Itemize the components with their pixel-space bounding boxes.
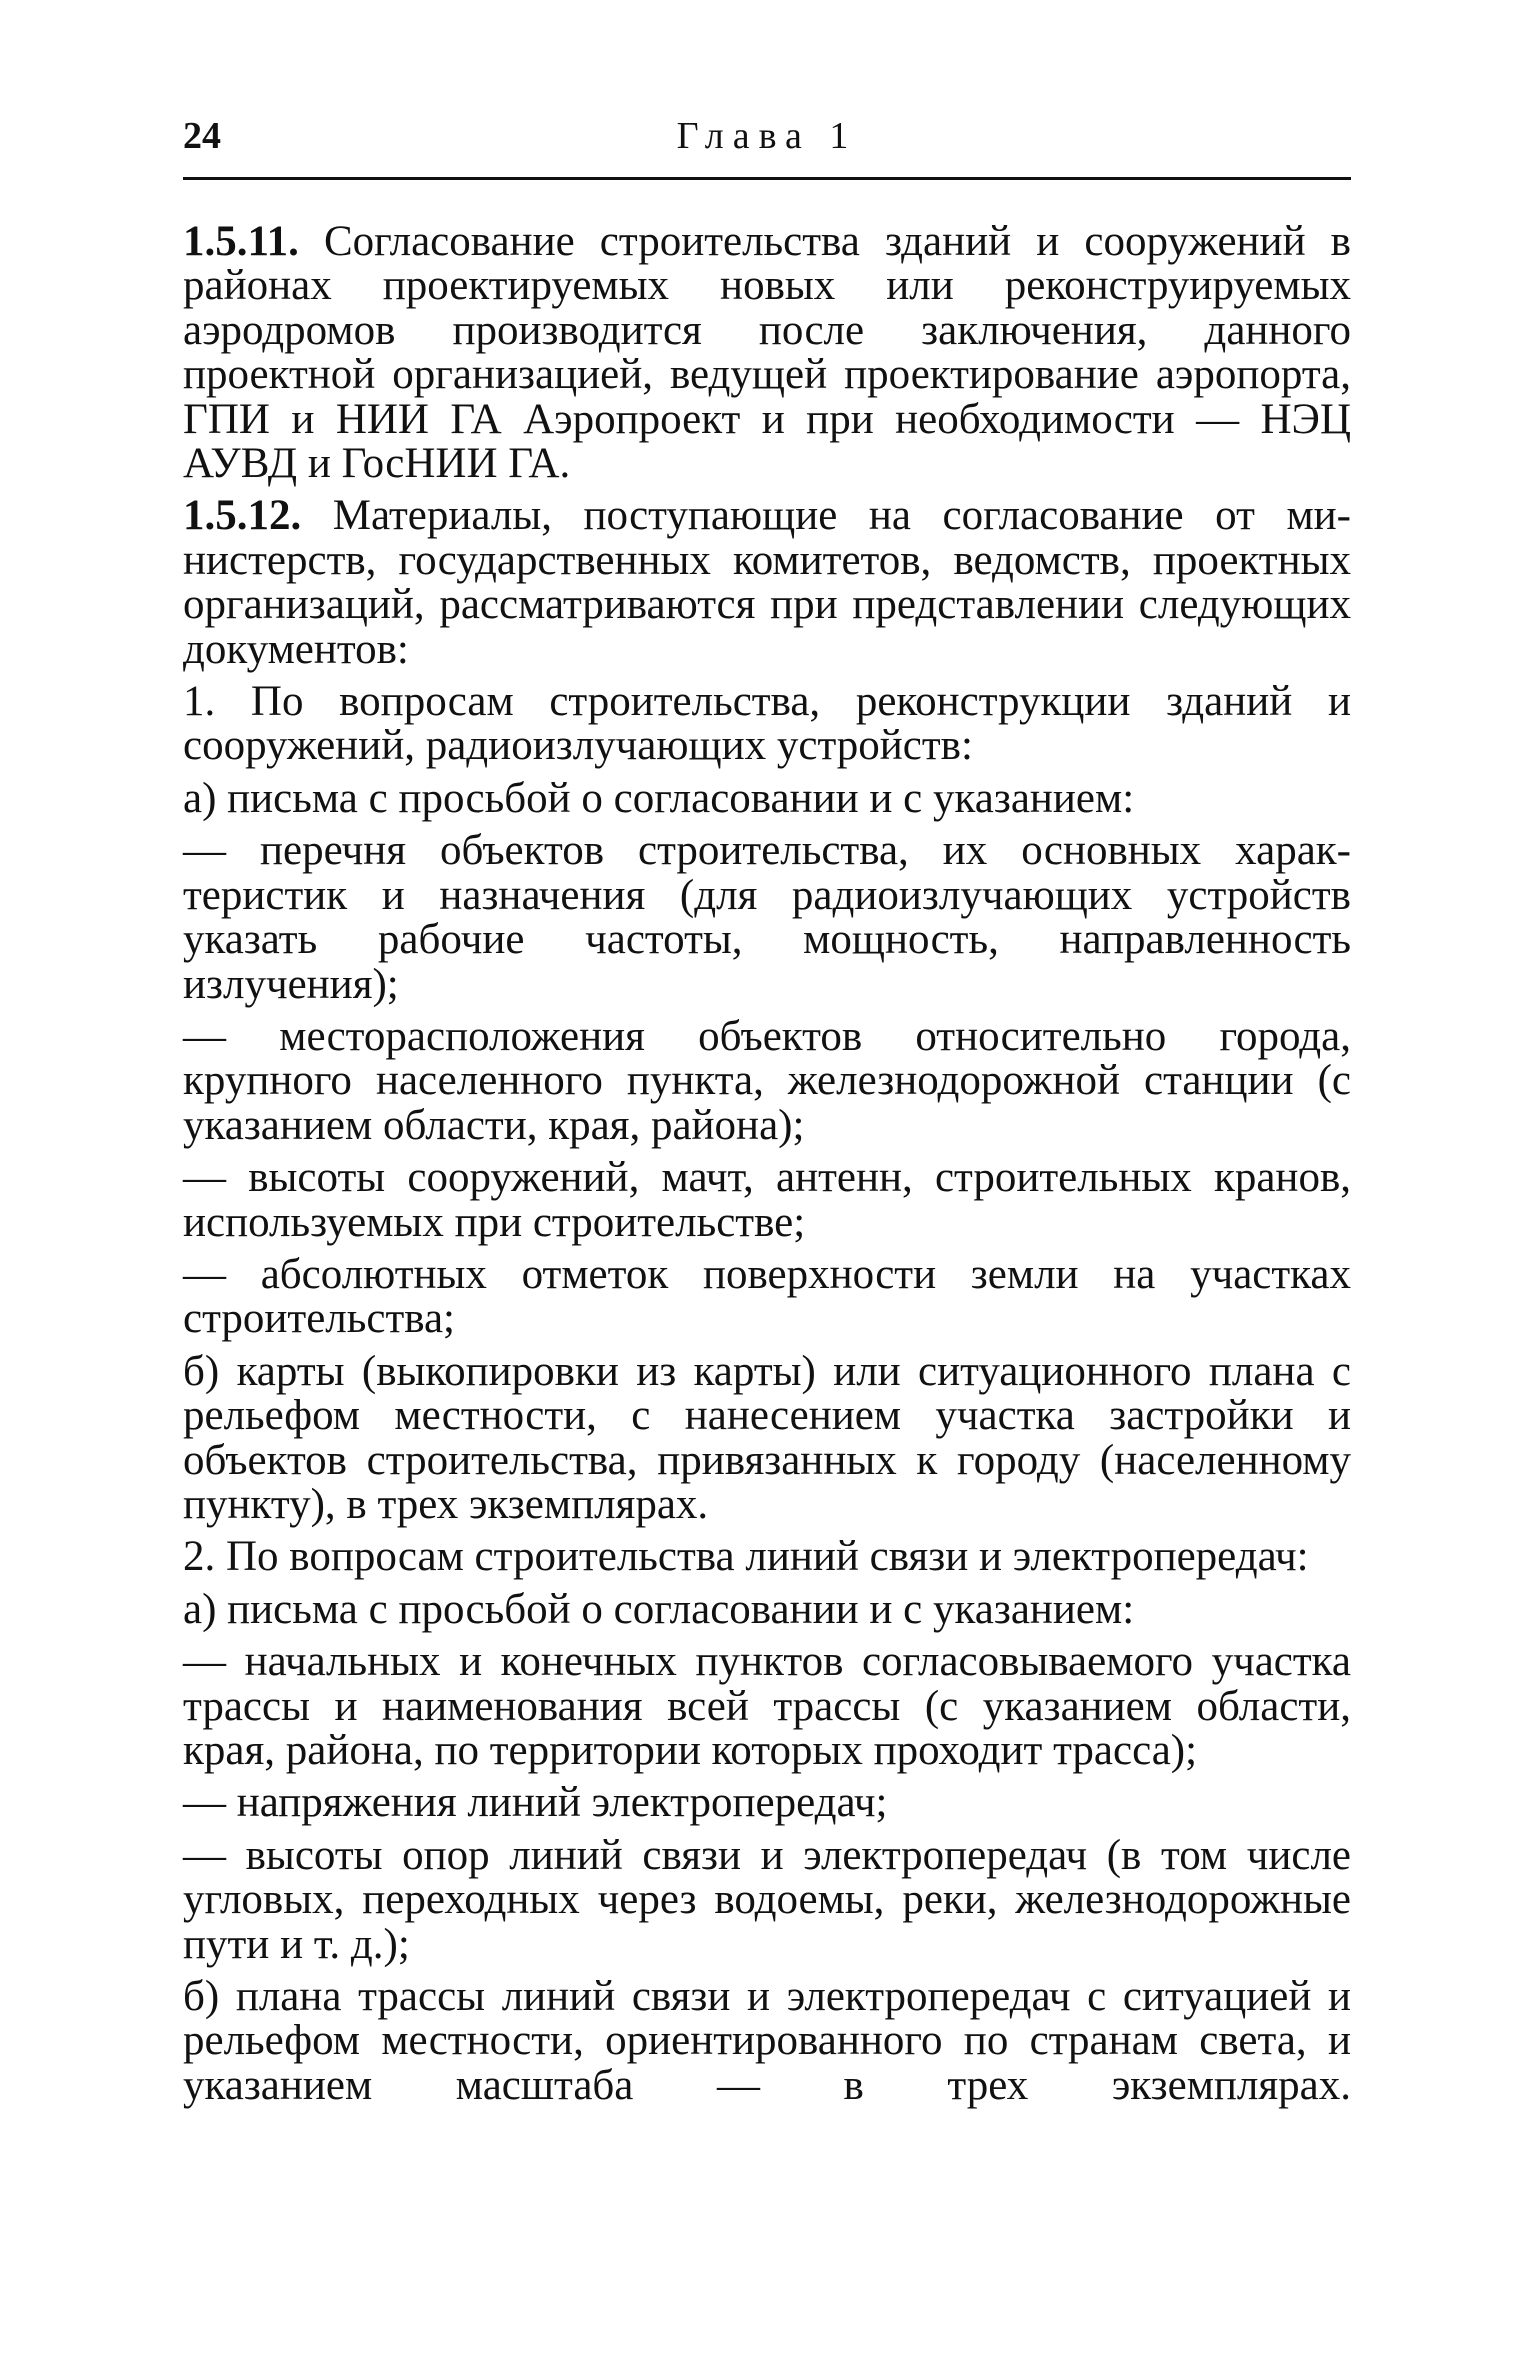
header-rule xyxy=(183,177,1351,180)
section-number: 1.5.11. xyxy=(183,218,299,265)
section-number: 1.5.12. xyxy=(183,492,302,540)
dash-item: — перечня объектов строительства, их основных характеристик и назначения (для радиоизлучающих устройств указать рабочие частоты, мощность, направленность излучения); xyxy=(183,827,1351,1008)
paragraph-text: Согласование строительства зданий и сооружений в районах проектируемых новых или реконструируемых аэродромов производится после заключения, данного проектной организацией, ведущей проектирование аэропорта, ГПИ и НИИ ГА Аэропроект и при необходимости — НЭЦ АУВД и ГосНИИ ГА. xyxy=(183,218,1351,488)
sub-item-b: б) плана трассы линий связи и электропередач с ситуацией и рельефом местности, ориентированного по странам света, и указанием масштаба — в трех экземплярах. xyxy=(183,1973,1351,2109)
text-body xyxy=(183,220,1351,2116)
paragraph-1-5-12 xyxy=(183,494,1351,672)
sub-item-a: а) письма с просьбой о согласовании и с указанием: xyxy=(183,1585,1135,1633)
page-number: 24 xyxy=(183,115,221,157)
paragraph-1-5-11 xyxy=(183,220,1351,486)
sub-item-a: а) письма с просьбой о согласовании и с указанием: xyxy=(183,774,1135,822)
running-head xyxy=(183,108,1351,164)
sub-item-b: б) карты (выкопировки из карты) или ситуационного плана с рельефом местности, с нанесением участка застройки и объектов строительства, привязанных к городу (населенному пункту), в трех экземплярах. xyxy=(183,1347,1351,1528)
dash-item: — месторасположения объектов относительно города, крупного населенного пункта, железнодорожной станции (с указанием области, края, района); xyxy=(183,1012,1351,1149)
dash-item: — абсолютных отметок поверхности земли на участках строительства; xyxy=(183,1250,1351,1343)
dash-item: — начальных и конечных пунктов согласовываемого участка трассы и наименования всей трассы (с указанием области, края, района, по территории которых проходит трасса); xyxy=(183,1638,1351,1774)
dash-item: — высоты опор линий связи и электропередач (в том числе угловых, переходных через водоемы, реки, железнодорожные пути и т. д.); xyxy=(183,1831,1351,1968)
list-item-1: 1. По вопросам строительства, реконструкции зданий и сооружений, радиоизлучающих устройств: xyxy=(183,678,1351,770)
list-item-2: 2. По вопросам строительства линий связи и электропередач: xyxy=(183,1533,1309,1581)
paragraph-text: Материалы, поступающие на согласование от министерств, государственных комитетов, ведомств, проектных организаций, рассматриваются при представлении следующих документов: xyxy=(183,492,1351,673)
chapter-title: Глава 1 xyxy=(676,115,858,157)
dash-item: — высоты сооружений, мачт, антенн, строительных кранов, используемых при строительстве; xyxy=(183,1154,1351,1246)
dash-item: — напряжения линий электропередач; xyxy=(183,1779,888,1827)
